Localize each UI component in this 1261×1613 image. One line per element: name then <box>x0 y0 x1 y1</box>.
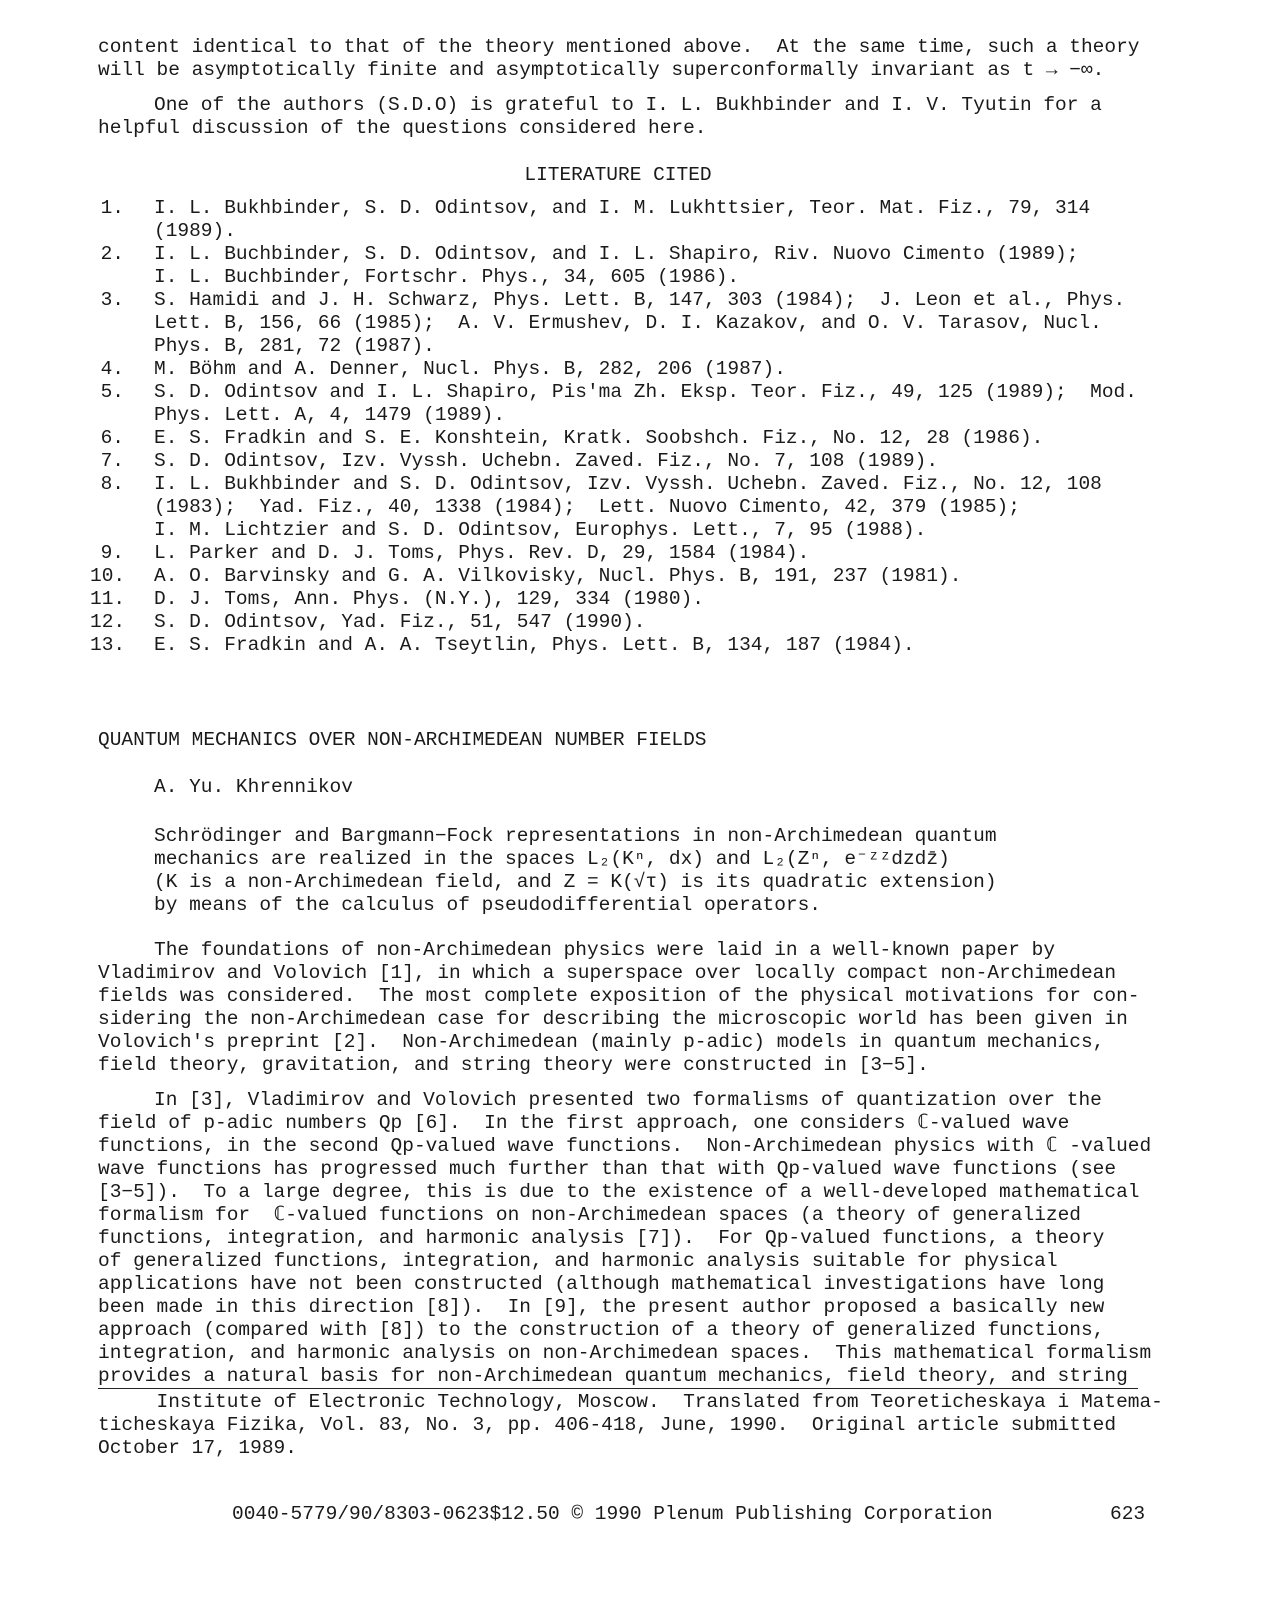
reference-text: E. S. Fradkin and S. E. Konshtein, Kratk. Soobshch. Fiz., No. 12, 28 (1986). <box>154 427 1044 449</box>
reference-text: A. O. Barvinsky and G. A. Vilkovisky, Nucl. Phys. B, 191, 237 (1981). <box>154 565 962 587</box>
literature-heading: LITERATURE CITED <box>524 164 712 186</box>
reference-text: I. L. Bukhbinder and S. D. Odintsov, Izv. Vyssh. Uchebn. Zaved. Fiz., No. 12, 108 (1983); Yad. Fiz., 40, 1338 (1984); Lett. Nuovo Cimento, 42, 379 (1985); I. M. Lichtzier and S. D. Odintsov, Europhys. Lett., 7, 95 (1988). <box>154 473 1102 541</box>
reference-text: E. S. Fradkin and A. A. Tseytlin, Phys. Lett. B, 134, 187 (1984). <box>154 634 915 656</box>
page-content <box>90 36 1152 1388</box>
reference-number: 10. <box>90 565 126 587</box>
reference-number: 2. <box>100 243 124 265</box>
reference-item <box>98 197 1138 243</box>
body-paragraph-2: In [3], Vladimirov and Volovich presented two formalisms of quantization over the field of p-adic numbers Qp [6]. In the first approach, one considers ℂ-valued wave functions, in the second Qp-valued wave functions. Non-Archimedean physics with ℂ -valued wave functions has progressed much further than that with Qp-valued wave functions (see [3−5]). To a large degree, this is due to the existence of a well-developed mathematical formalism for ℂ-valued functions on non-Archimedean spaces (a theory of generalized functions, integration, and harmonic analysis [7]). For Qp-valued functions, a theory of generalized functions, integration, and harmonic analysis suitable for physical applications have not been constructed (although mathematical investigations have long been made in this direction [8]). In [9], the present author proposed a basically new approach (compared with [8]) to the construction of a theory of generalized functions, integration, and harmonic analysis on non-Archimedean spaces. This mathematical formalism provides a natural basis for non-Archimedean quantum mechanics, field theory, and string <box>98 1089 1152 1387</box>
reference-list <box>90 197 1138 657</box>
reference-number: 7. <box>100 450 124 472</box>
reference-number: 4. <box>100 358 124 380</box>
reference-item <box>98 427 1138 450</box>
reference-text: D. J. Toms, Ann. Phys. (N.Y.), 129, 334 (1980). <box>154 588 704 610</box>
reference-number: 1. <box>100 197 124 219</box>
reference-number: 3. <box>100 289 124 311</box>
reference-text: S. D. Odintsov and I. L. Shapiro, Pis'ma Zh. Eksp. Teor. Fiz., 49, 125 (1989); Mod. Phys. Lett. A, 4, 1479 (1989). <box>154 381 1137 426</box>
reference-number: 5. <box>100 381 124 403</box>
reference-item <box>90 588 1138 611</box>
reference-number: 6. <box>100 427 124 449</box>
reference-text: I. L. Bukhbinder, S. D. Odintsov, and I. M. Lukhttsier, Teor. Mat. Fiz., 79, 314 (1989). <box>154 197 1091 242</box>
article-title: QUANTUM MECHANICS OVER NON-ARCHIMEDEAN NUMBER FIELDS <box>98 729 707 751</box>
body-paragraph-1: The foundations of non-Archimedean physics were laid in a well-known paper by Vladimirov and Volovich [1], in which a superspace over locally compact non-Archimedean fields was considered. The most complete exposition of the physical motivations for con- sidering the non-Archimedean case for describing the microscopic world has been given in Volovich's preprint [2]. Non-Archimedean (mainly p-adic) models in quantum mechanics, field theory, gravitation, and string theory were constructed in [3−5]. <box>98 939 1140 1076</box>
reference-number: 12. <box>90 611 126 633</box>
acknowledgment-text: One of the authors (S.D.O) is grateful to I. L. Bukhbinder and I. V. Tyutin for a helpful discussion of the questions considered here. <box>98 94 1102 139</box>
reference-item <box>98 358 1138 381</box>
reference-number: 8. <box>100 473 124 495</box>
page-number: 623 <box>1110 1503 1146 1525</box>
reference-number: 13. <box>90 634 126 656</box>
footer-citation: 0040-5779/90/8303-0623$12.50 © 1990 Plenum Publishing Corporation <box>232 1503 993 1525</box>
reference-item <box>98 289 1138 358</box>
reference-number: 9. <box>100 542 124 564</box>
footnote-text: Institute of Electronic Technology, Moscow. Translated from Teoreticheskaya i Matema- ticheskaya Fizika, Vol. 83, No. 3, pp. 406-418, June, 1990. Original article submitted October 17, 1989. <box>98 1391 1163 1459</box>
continuation-text: content identical to that of the theory mentioned above. At the same time, such a theory will be asymptotically finite and asymptotically superconformally invariant as t → −∞. <box>98 36 1140 81</box>
reference-text: S. Hamidi and J. H. Schwarz, Phys. Lett. B, 147, 303 (1984); J. Leon et al., Phys. Lett. B, 156, 66 (1985); A. V. Ermushev, D. I. Kazakov, and O. V. Tarasov, Nucl. Phys. B, 281, 72 (1987). <box>154 289 1126 357</box>
reference-item <box>90 565 1138 588</box>
reference-item <box>98 381 1138 427</box>
article-abstract: Schrödinger and Bargmann−Fock representations in non-Archimedean quantum mechanics are realized in the spaces L₂(Kⁿ, dx) and L₂(Zⁿ, e⁻ᶻᶻdzdz̄) (K is a non-Archimedean field, and Z = K(√τ) is its quadratic extension) by means of the calculus of pseudodifferential operators. <box>154 825 997 916</box>
reference-text: M. Böhm and A. Denner, Nucl. Phys. B, 282, 206 (1987). <box>154 358 786 380</box>
reference-text: I. L. Buchbinder, S. D. Odintsov, and I. L. Shapiro, Riv. Nuovo Cimento (1989); I. L. Buchbinder, Fortschr. Phys., 34, 605 (1986). <box>154 243 1079 288</box>
reference-item <box>98 542 1138 565</box>
reference-item <box>90 611 1138 634</box>
reference-text: L. Parker and D. J. Toms, Phys. Rev. D, 29, 1584 (1984). <box>154 542 810 564</box>
article-author: A. Yu. Khrennikov <box>154 776 353 798</box>
reference-item <box>98 473 1138 542</box>
footnote-divider <box>98 1388 1138 1389</box>
reference-item <box>98 243 1138 289</box>
reference-item <box>98 450 1138 473</box>
reference-text: S. D. Odintsov, Izv. Vyssh. Uchebn. Zaved. Fiz., No. 7, 108 (1989). <box>154 450 939 472</box>
reference-item <box>90 634 1138 657</box>
reference-number: 11. <box>90 588 126 610</box>
reference-text: S. D. Odintsov, Yad. Fiz., 51, 547 (1990). <box>154 611 646 633</box>
